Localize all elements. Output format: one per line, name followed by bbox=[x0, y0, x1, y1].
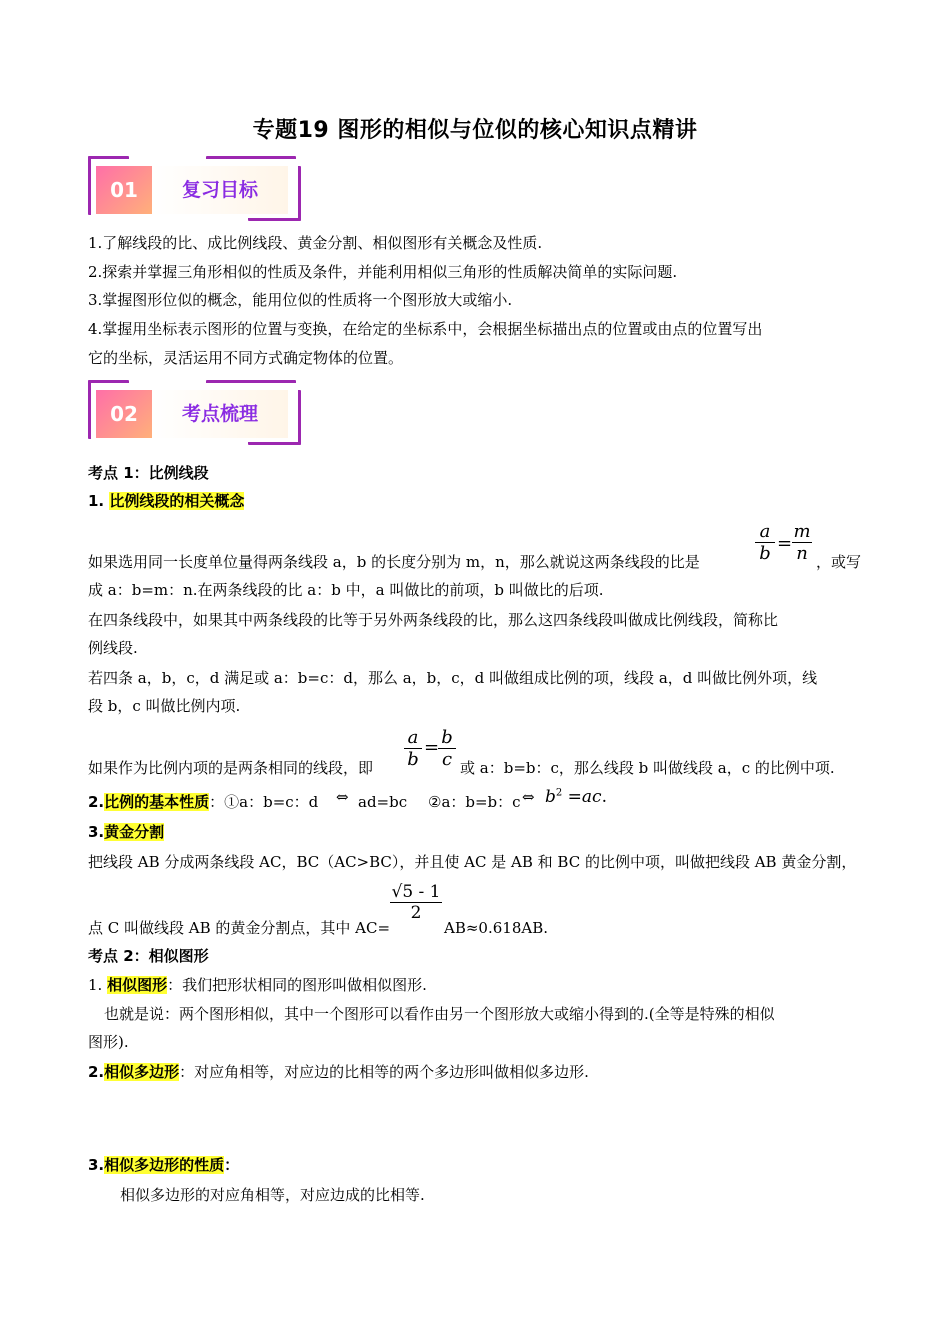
section-badge-review-goals bbox=[88, 156, 304, 222]
goal-item: 它的坐标，灵活运用不同方式确定物体的位置。 bbox=[88, 349, 404, 367]
subsection-heading bbox=[88, 822, 164, 842]
fraction-denominator: b bbox=[755, 542, 775, 564]
subsection-number: 3. bbox=[88, 823, 105, 841]
equals-sign: = bbox=[777, 533, 793, 554]
paragraph-line: 如果作为比例内项的是两条相同的线段，即 bbox=[88, 759, 374, 777]
goal-item: 2.探索并掌握三角形相似的性质及条件，并能利用相似三角形的性质解决简单的实际问题. bbox=[88, 263, 678, 281]
paragraph-line: 也就是说：两个图形相似，其中一个图形可以看作由另一个图形放大或缩小得到的.(全等是特殊的相似 bbox=[104, 1005, 775, 1023]
fraction-m-over-n bbox=[792, 521, 812, 564]
definition-text: ：对应角相等，对应边的比相等的两个多边形叫做相似多边形. bbox=[179, 1063, 589, 1081]
iff-symbol: ⇔ bbox=[336, 788, 349, 806]
badge-frame bbox=[206, 156, 296, 162]
paragraph-line-cont: 或 a：b=b：c，那么线段 b 叫做线段 a，c 的比例中项. bbox=[460, 759, 835, 777]
paragraph-line: 图形). bbox=[88, 1033, 129, 1051]
goal-item: 4.掌握用坐标表示图形的位置与变换，在给定的坐标系中，会根据坐标描出点的位置或由点的位置写出 bbox=[88, 320, 763, 338]
definition-text: ：我们把形状相同的图形叫做相似图形. bbox=[167, 976, 427, 994]
subsection-number: 2. bbox=[88, 793, 105, 811]
fraction-numerator: a bbox=[407, 727, 419, 748]
subsection-heading bbox=[88, 1155, 239, 1175]
fraction-denominator: c bbox=[438, 748, 456, 770]
colon: ： bbox=[224, 1156, 240, 1174]
fraction-numerator: m bbox=[793, 521, 811, 542]
badge-label: 复习目标 bbox=[152, 166, 288, 214]
badge-number: 01 bbox=[96, 166, 152, 214]
fraction-golden-ratio bbox=[390, 882, 442, 923]
paragraph-line: 段 b，c 叫做比例内项. bbox=[88, 697, 241, 715]
key-point-heading: 考点 2：相似图形 bbox=[88, 947, 209, 965]
property-text: ad=bc bbox=[358, 793, 408, 811]
fraction-numerator: a bbox=[759, 521, 771, 542]
key-point-heading: 考点 1：比例线段 bbox=[88, 464, 209, 482]
highlighted-term: 比例线段的相关概念 bbox=[109, 492, 245, 510]
paragraph-line-end: ，或写 bbox=[816, 553, 862, 571]
math-exponent: 2 bbox=[555, 787, 563, 799]
paragraph-line-cont: AB≈0.618AB. bbox=[444, 919, 548, 937]
badge-number: 02 bbox=[96, 390, 152, 438]
paragraph-line: 相似多边形的对应角相等，对应边成的比相等. bbox=[120, 1186, 425, 1204]
subsection-heading bbox=[88, 1062, 589, 1082]
subsection-number: 3. bbox=[88, 1156, 105, 1174]
subsection-number: 1. bbox=[88, 492, 110, 510]
highlighted-term: 相似多边形的性质 bbox=[104, 1156, 225, 1174]
section-badge-key-points bbox=[88, 380, 304, 446]
fraction-numerator: √5 - 1 bbox=[391, 882, 441, 902]
paragraph-line: 例线段. bbox=[88, 639, 138, 657]
paragraph-line: 在四条线段中，如果其中两条线段的比等于另外两条线段的比，那么这四条线段叫做成比例线段，简称比 bbox=[88, 611, 779, 629]
subsection-heading bbox=[88, 792, 318, 812]
fraction-b-over-c bbox=[438, 727, 456, 770]
fraction-denominator: n bbox=[792, 542, 812, 564]
math-rest: =ac bbox=[562, 787, 602, 807]
fraction-denominator: 2 bbox=[390, 902, 442, 923]
property-text: ：①a：b=c：d bbox=[209, 793, 319, 811]
fraction-a-over-b bbox=[404, 727, 422, 770]
fraction-numerator: b bbox=[441, 727, 453, 748]
equals-sign: = bbox=[424, 737, 440, 758]
goal-item: 1.了解线段的比、成比例线段、黄金分割、相似图形有关概念及性质. bbox=[88, 234, 543, 252]
subsection-number: 1. bbox=[88, 976, 108, 994]
paragraph-line: 若四条 a，b，c，d 满足或 a：b=c：d，那么 a，b，c，d 叫做组成比例的项，线段 a，d 叫做比例外项，线 bbox=[88, 669, 818, 687]
goal-item: 3.掌握图形位似的概念，能用位似的性质将一个图形放大或缩小. bbox=[88, 291, 513, 309]
badge-label: 考点梳理 bbox=[152, 390, 288, 438]
property-text: ②a：b=b：c bbox=[428, 793, 521, 811]
highlighted-term: 比例的基本性质 bbox=[104, 793, 210, 811]
subsection-heading bbox=[88, 491, 244, 511]
paragraph-line: 把线段 AB 分成两条线段 AC，BC（AC>BC），并且使 AC 是 AB 和 BC 的比例中项，叫做把线段 AB 黄金分割， bbox=[88, 853, 857, 871]
math-period: . bbox=[601, 787, 607, 807]
subsection-heading bbox=[88, 975, 427, 995]
iff-symbol: ⇔ bbox=[522, 788, 535, 806]
math-var: b bbox=[545, 787, 556, 807]
highlighted-term: 相似图形 bbox=[107, 976, 168, 994]
paragraph-line: 成 a：b=m：n.在两条线段的比 a：b 中，a 叫做比的前项，b 叫做比的后项. bbox=[88, 581, 604, 599]
page-title: 专题19 图形的相似与位似的核心知识点精讲 bbox=[252, 118, 698, 143]
fraction-a-over-b bbox=[755, 521, 775, 564]
paragraph-line: 点 C 叫做线段 AB 的黄金分割点，其中 AC= bbox=[88, 919, 391, 937]
highlighted-term: 黄金分割 bbox=[104, 823, 165, 841]
math-expression bbox=[545, 787, 607, 807]
fraction-denominator: b bbox=[404, 748, 422, 770]
highlighted-term: 相似多边形 bbox=[104, 1063, 180, 1081]
paragraph-line: 如果选用同一长度单位量得两条线段 a，b 的长度分别为 m，n，那么就说这两条线段的比是 bbox=[88, 553, 700, 571]
subsection-number: 2. bbox=[88, 1063, 105, 1081]
badge-frame bbox=[206, 380, 296, 386]
